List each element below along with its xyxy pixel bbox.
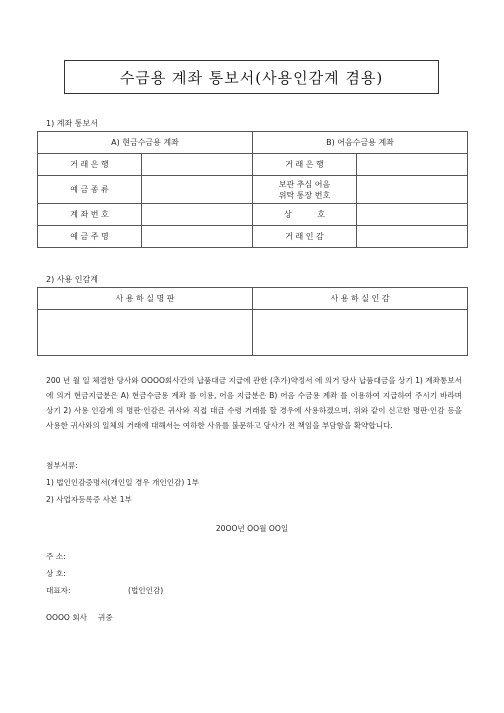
page-title: 수금용 계좌 통보서(사용인감계 겸용) bbox=[64, 60, 439, 94]
label-account-holder: 예 금 주 명 bbox=[38, 226, 142, 248]
label-trade-seal: 거 래 인 감 bbox=[253, 226, 357, 248]
address-label: 주 소: bbox=[46, 552, 66, 561]
company-label: 상 호: bbox=[46, 569, 66, 578]
header-bill-account: B) 어음수금용 계좌 bbox=[253, 132, 468, 154]
label-bank-a: 거 래 은 행 bbox=[38, 154, 142, 176]
label-deposit-type: 예 금 종 류 bbox=[38, 176, 142, 204]
value-account-holder[interactable] bbox=[142, 226, 253, 248]
recipient-honorific: 귀중 bbox=[98, 613, 113, 622]
document-date: 20OO년 OO월 OO일 bbox=[215, 524, 289, 533]
agreement-paragraph: 200 년 월 일 체결한 당사와 OOOO회사간의 납품대금 지급에 관한 (추가)약정서 에 의거 당사 납품대금을 상기 1) 계좌통보서 에 의거 현금지급분은 A) 현금수금용 계좌 를 이용, 어음 지급분은 B) 어음 수금용 계좌 를 이용하여 지급하여 주시기 바라며 상기 2) 사용 인감계 의 명판·인감은 귀사와 직접 대금 수령 거래를 할 경우에 사용하겠으며, 위와 같이 신고한 명판·인감 등을 사용한 귀사와의 일체의 거래에 대해서는 여하한 사유를 불문하고 당사가 전 책임을 부담함을 확약합니다. bbox=[46, 376, 462, 430]
attachment-item-2: 2) 사업자등록증 사본 1부 bbox=[46, 495, 132, 504]
value-bank-b[interactable] bbox=[357, 154, 468, 176]
value-bank-a[interactable] bbox=[142, 154, 253, 176]
name-plate-area[interactable] bbox=[38, 310, 253, 356]
header-seal: 사 용 하 실 인 감 bbox=[253, 288, 468, 310]
recipient-company: OOOO 회사 bbox=[46, 613, 87, 622]
seal-area[interactable] bbox=[253, 310, 468, 356]
label-bank-b: 거 래 은 행 bbox=[253, 154, 357, 176]
section1-label: 1) 계좌 통보서 bbox=[46, 119, 98, 128]
representative-label: 대표자: bbox=[46, 586, 71, 595]
corporate-seal-mark: (법인인감) bbox=[128, 586, 164, 595]
label-company-name: 상 호 bbox=[253, 204, 357, 226]
label-bill-passbook-line1: 보관 추심 어음 bbox=[278, 179, 331, 189]
value-company-name[interactable] bbox=[357, 204, 468, 226]
value-deposit-type[interactable] bbox=[142, 176, 253, 204]
value-account-number[interactable] bbox=[142, 204, 253, 226]
value-trade-seal[interactable] bbox=[357, 226, 468, 248]
seal-registration-table bbox=[37, 287, 468, 356]
header-cash-account: A) 현금수금용 계좌 bbox=[38, 132, 253, 154]
label-account-number: 계 좌 번 호 bbox=[38, 204, 142, 226]
account-notice-table bbox=[37, 131, 468, 248]
label-bill-passbook-line2: 위탁 통장 번호 bbox=[278, 190, 331, 200]
section2-label: 2) 사용 인감계 bbox=[46, 275, 98, 284]
label-bill-passbook bbox=[253, 176, 357, 204]
header-name-plate: 사 용 하 실 명 판 bbox=[38, 288, 253, 310]
value-bill-passbook[interactable] bbox=[357, 176, 468, 204]
attachments-label: 첨부서류: bbox=[46, 461, 78, 470]
attachment-item-1: 1) 법인인감증명서(개인일 경우 개인인감) 1부 bbox=[46, 478, 199, 487]
